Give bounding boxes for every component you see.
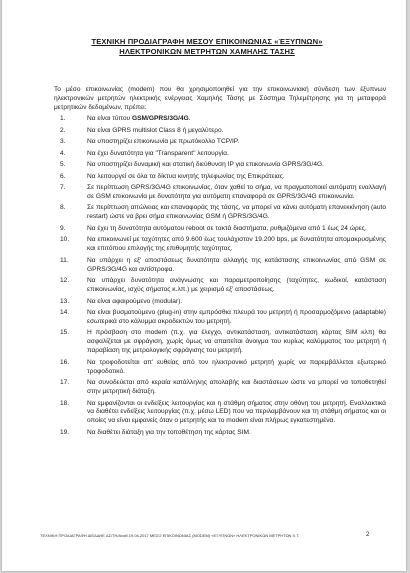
- list-item: [54, 173, 386, 182]
- list-item-text: Σε περίπτωση απώλειας και επαναφοράς της τάσης, να μπορεί να κάνει αυτόματη επανεκκίνηση (auto restart) ώστε να βρει σήμα επικοινωνίας GSM ή GPRS/3G/4G.: [87, 204, 386, 221]
- list-item: [54, 359, 386, 377]
- list-item-number: 3.: [60, 138, 66, 145]
- list-item-number: 6.: [60, 172, 66, 180]
- list-item-text: Να επικοινωνεί με ταχύτητες από 9.600 έως τουλάχιστον 19.200 bps, με δυνατότητα απομακρυσμένης και επιτόπιου επιλογής της επιθυμητής ταχύτητας.: [87, 236, 386, 253]
- list-item-number: 19.: [60, 428, 70, 436]
- list-item-number: 13.: [60, 297, 70, 305]
- list-item: [54, 329, 386, 356]
- document-title: [42, 37, 372, 57]
- list-item-text: Να υπάρχει δυνατότητα ανάγνωσης και παραμετροποίησης (ταχύτητες, κωδικοί, κατάσταση επικοινωνίας, ισχύς σήματος κ.λπ.) με χειρισμό εξ' αποστάσεως.: [87, 277, 386, 294]
- list-item: [54, 400, 386, 427]
- list-item-emphasis: GSM/GPRS/3G/4G: [132, 115, 189, 122]
- list-item-number: 14.: [60, 309, 70, 317]
- list-item-text: Να λειτουργεί σε όλα τα δίκτυα κινητής τηλεφωνίας της Επικράτειας.: [87, 172, 285, 180]
- list-item-text: Σε περίπτωση GPRS/3G/4G επικοινωνίας, όταν χαθεί το σήμα, να πραγματοποιεί αυτόματη εναλλαγή σε GSM επικοινωνία με δυνατότητα για αυτόματη επαναφορά σε GPRS/3G/4G επικοινωνία.: [87, 184, 386, 200]
- list-item-number: 16.: [60, 358, 70, 366]
- list-item-text: Να είναι GPRS multislot Class 8 ή μεγαλύτερο.: [87, 126, 224, 134]
- list-item-tail: .: [188, 115, 191, 122]
- list-item-text: Να τροφοδοτείται απ' ευθείας από τον ηλεκτρονικό μετρητή χωρίς να παρεμβάλλεται εξωτερικό τροφοδοτικό.: [87, 358, 386, 375]
- list-item-text: Να έχει τη δυνατότητα αυτόματου reboot σε τακτά διαστήματα, ρυθμιζόμενα από 1 έως 24 ώρες.: [87, 224, 367, 232]
- list-item-number: 11.: [60, 256, 69, 264]
- list-item: [54, 225, 386, 234]
- list-item-text: Να εμφανίζονται οι ενδείξεις λειτουργίας και η στάθμη σήματος στην οθόνη του μετρητή. Εναλλακτικά να διαθέτει ενδείξεις λειτουργίας (π.χ. μέσω LED) που να περιλαμβάνουν και τη στάθμη σήματος και οι οποίες να είναι εμφανείς όταν ο μετρητής και το modem είναι πλήρως εγκατεστημένα.: [87, 399, 386, 425]
- title-line-1: ΤΕΧΝΙΚΗ ΠΡΟΔΙΑΓΡΑΦΗ ΜΕΣΟΥ ΕΠΙΚΟΙΝΩΝΙΑΣ «ΈΞΥΠΝΩΝ»: [91, 37, 323, 46]
- list-item: [54, 236, 386, 254]
- list-item-text: Να είναι αφαιρούμενο (modular).: [87, 297, 183, 305]
- list-item: [54, 379, 386, 397]
- page-number: 2: [366, 532, 370, 538]
- list-item: [54, 161, 386, 170]
- list-item-number: 4.: [60, 149, 66, 157]
- list-item-text: Να έχει δυνατότητα για "Transparent" λειτουργία.: [87, 149, 229, 157]
- list-item: [54, 127, 386, 136]
- list-item-text: Να υποστηρίζει δυναμική και στατική διεύθυνση IP για επικοινωνία GPRS/3G/4G.: [87, 161, 324, 168]
- list-item: [54, 309, 386, 327]
- list-item: [54, 184, 386, 202]
- list-item-text: Να είναι τύπου: [87, 115, 132, 122]
- page-footer: ΤΕΧΝΙΚΗ ΠΡΟΔΙΑΓΡΑΦΗ ΔΙΕΔΔΗΕ ΔΣ/ΤΗ/Αναθ.19.04.2017 ΜΕΣΟ ΕΠΙΚΟΙΝΩΝΙΑΣ (MODEM) «ΕΞΥΠΝΩΝ» ΗΛΕΚΤΡΟΝΙΚΩΝ ΜΕΤΡΗΤΩΝ Χ.Τ.: [40, 533, 300, 538]
- list-item: [54, 204, 386, 222]
- list-item-number: 18.: [60, 399, 70, 407]
- list-item-number: 8.: [60, 204, 66, 212]
- list-item-text: Να διαθέτει διάταξη για την τοποθέτηση της κάρτας SIM.: [87, 428, 251, 436]
- requirements-list: [54, 115, 386, 440]
- list-item-text: Η πρόσβαση στο modem (π.χ. για έλεγχο, αντικατάσταση, αντικατάσταση κάρτας SIM κλπ) θα ασφαλίζεται με σφράγιση, χωρίς όμως να απαιτείται άνοιγμα του κυρίως καλύμματος του μετρητή ή παραβίαση της μετρολογικής σφράγισης του μετρητή.: [87, 329, 386, 355]
- list-item-number: 9.: [60, 224, 66, 232]
- document-page: [2, 0, 406, 571]
- list-item-text: Να υπάρχει η εξ' αποστάσεως δυνατότητα αλλαγής της κατάστασης επικοινωνίας από GSM σε GPRS/3G/4G και αντίστροφα.: [87, 256, 386, 273]
- list-item-number: 5.: [60, 161, 66, 168]
- list-item-number: 7.: [60, 184, 66, 191]
- list-item-text: Να είναι βυσματούμενο (plug-in) στην εμπρόσθια πλευρά του μετρητή ή προσαρμοζόμενο (adaptable) εσωτερικά στο κάλυμμα ακροδεκτών του μετρητή.: [87, 309, 386, 325]
- list-item-text: Να συνοδεύεται από κεραία κατάλληλης απολαβής και διαστάσεων ώστε να μπορεί να τοποθετηθεί στην μετρητική διάταξη.: [87, 379, 386, 396]
- list-item-number: 10.: [60, 236, 70, 244]
- list-item: [54, 115, 386, 124]
- list-item-number: 2.: [60, 126, 66, 134]
- list-item-text: Να υποστηρίζει επικοινωνία με πρωτόκολλο TCP/IP.: [87, 138, 240, 145]
- list-item-number: 1.: [60, 115, 66, 122]
- list-item: [54, 138, 386, 147]
- intro-paragraph: Το μέσο επικοινωνίας (modem) που θα χρησιμοποιηθεί για την επικοινωνιακή σύνδεση των έξυπνων ηλεκτρονικών μετρητών ηλεκτρικής ενέργειας Χαμηλής Τάσης με Σύστημα Τηλεμέτρησης για τη μεταφορά μετρητικών δεδομένων, πρέπει:: [54, 86, 386, 111]
- list-item-number: 15.: [60, 329, 70, 337]
- list-item: [54, 150, 386, 159]
- list-item-number: 17.: [60, 379, 70, 387]
- list-item: [54, 257, 386, 275]
- list-item: [54, 298, 386, 307]
- list-item: [54, 429, 386, 438]
- title-line-2: ΗΛΕΚΤΡΟΝΙΚΩΝ ΜΕΤΡΗΤΩΝ ΧΑΜΗΛΗΣ ΤΑΣΗΣ: [119, 47, 295, 56]
- list-item: [54, 277, 386, 295]
- list-item-number: 12.: [60, 277, 70, 285]
